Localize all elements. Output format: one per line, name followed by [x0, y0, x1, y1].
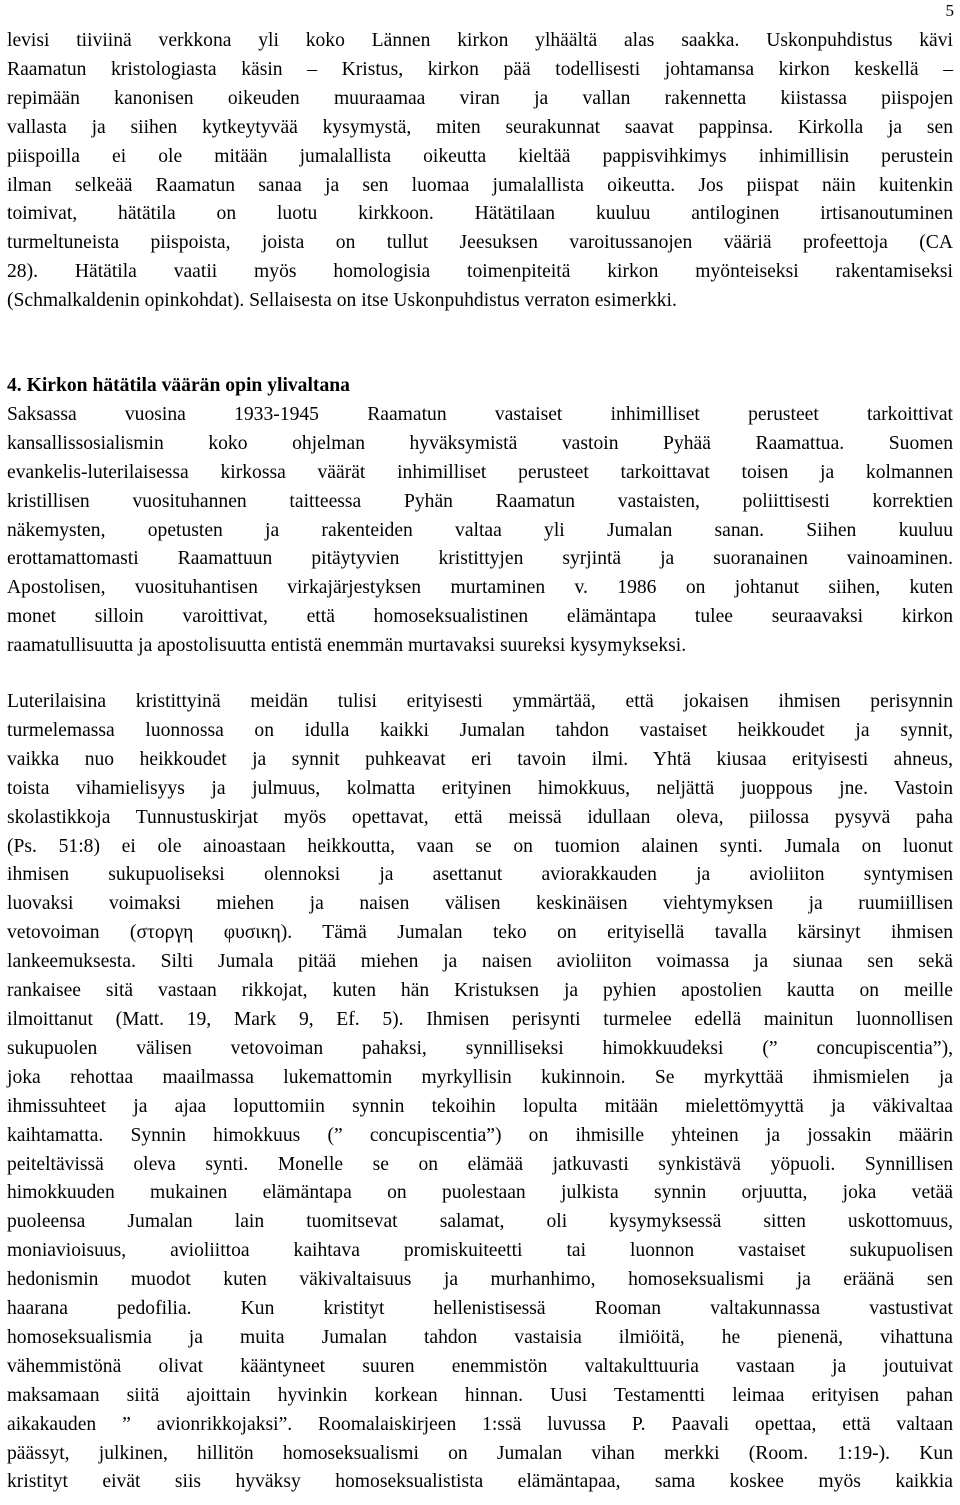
text-line: moniavioisuus, avioliittoa kaihtava promiskuiteetti tai luonnon vastaiset sukupuolisen	[7, 1240, 953, 1262]
text-line: turmelemassa luonnossa on idulla kaikki Jumalan tahdon vastaiset heikkoudet ja synnit,	[7, 719, 953, 741]
text-line: himokkuuden mukainen elämäntapa on puolestaan julkista synnin orjuutta, joka vetää	[7, 1182, 953, 1204]
text-line: levisi tiiviinä verkkona yli koko Lännen kirkon ylhäältä alas saakka. Uskonpuhdistus kävi	[7, 30, 953, 51]
text-line: haarana pedofilia. Kun kristityt hellenistisessä Rooman valtakunnassa vastustivat	[7, 1298, 953, 1320]
text-line: kristillisen vuosituhannen taitteessa Pyhän Raamatun vastaisten, poliittisesti korrektien	[7, 490, 953, 512]
text-line: vetovoiman (στοργη φυσικη). Tämä Jumalan teko on erityisellä tavalla kärsinyt ihmisen	[7, 922, 953, 944]
text-line: sukupuolen välisen vetovoiman pahaksi, synnilliseksi himokkuudeksi (” concupiscentia”),	[7, 1037, 953, 1059]
text-line: erottamattomasti Raamattuun pitäytyvien kristittyjen syrjintä ja suoranainen vainoaminen.	[7, 548, 953, 570]
text-line: kaihtamatta. Synnin himokkuus (” concupiscentia”) on ihmisille yhteinen ja jossakin määrin	[7, 1124, 953, 1146]
text-line: näkemysten, opetusten ja rakenteiden valtaa yli Jumalan sanan. Siihen kuuluu	[7, 519, 953, 541]
text-line: Saksassa vuosina 1933-1945 Raamatun vastaiset inhimilliset perusteet tarkoittivat	[7, 403, 953, 425]
text-line: toimivat, hätätila on luotu kirkkoon. Hätätilaan kuuluu antiloginen irtisanoutuminen	[7, 203, 953, 225]
text-line: skolastikkoja Tunnustuskirjat myös opettavat, että meissä idullaan oleva, piilossa pysyvä paha	[7, 806, 953, 828]
text-line: (Schmalkaldenin opinkohdat). Sellaisesta on itse Uskonpuhdistus verraton esimerkki.	[7, 290, 677, 312]
text-line: luovaksi voimaksi miehen ja naisen välisen keskinäisen viehtymyksen ja ruumiillisen	[7, 893, 953, 915]
text-line: monet silloin varoittivat, että homoseksualistinen elämäntapa tulee seuraavaksi kirkon	[7, 606, 953, 628]
text-line: Apostolisen, vuosituhantisen virkajärjestyksen murtaminen v. 1986 on johtanut siihen, kuten	[7, 577, 953, 599]
text-line: raamatullisuutta ja apostolisuutta entistä enemmän murtavaksi suureksi kysymykseksi.	[7, 635, 687, 657]
text-line: hedonismin muodot kuten väkivaltaisuus ja murhanhimo, homoseksualismi ja eräänä sen	[7, 1269, 953, 1291]
text-line: turmeltuneista piispoista, joista on tullut Jeesuksen varoitussanojen vääriä profeettoja (CA	[7, 232, 953, 254]
text-line: Luterilaisina kristittyinä meidän tulisi erityisesti ymmärtää, että jokaisen ihmisen perisynnin	[7, 691, 953, 712]
text-line: repimään kanonisen oikeuden muuraamaa viran ja vallan rakennetta kiistassa piispojen	[7, 87, 953, 109]
text-line: 28). Hätätila vaatii myös homologisia toimenpiteitä kirkon myönteiseksi rakentamiseksi	[7, 261, 953, 283]
text-line: (Ps. 51:8) ei ole ainoastaan heikkoutta, vaan se on tuomion alainen synti. Jumala on luonut	[7, 835, 953, 857]
text-line: evankelis-luterilaisessa kirkossa väärät inhimilliset perusteet tarkoittavat toisen ja kolmannen	[7, 461, 953, 483]
text-line: puoleensa Jumalan lain tuomitsevat salamat, oli kysymyksessä sitten uskottomuus,	[7, 1211, 953, 1233]
text-line: peiteltävissä oleva synti. Monelle se on elämää jatkuvasti synkistävä yöpuoli. Synnillisen	[7, 1153, 953, 1175]
text-line: lankeemuksesta. Silti Jumala pitää miehen ja naisen avioliiton voimassa ja siunaa sen sekä	[7, 951, 953, 973]
text-line: vaikka nuo heikkoudet ja synnit puhkeavat eri tavoin ilmi. Yhtä kiusaa erityisesti ahneus,	[7, 748, 953, 770]
text-line: piispoilla ei ole mitään jumalallista oikeutta kieltää pappisvihkimys inhimillisin perustein	[7, 145, 953, 167]
section-heading: 4. Kirkon hätätila väärän opin ylivaltana	[7, 375, 350, 396]
text-line: kristityt eivät siis hyväksy homoseksualistista elämäntapaa, sama koskee myös kaikkia	[7, 1471, 953, 1493]
text-line: Raamatun kristologiasta käsin – Kristus, kirkon pää todellisesti johtamansa kirkon keskellä –	[7, 58, 953, 80]
text-line: toista vihamielisyys ja julmuus, kolmatta erityinen himokkuus, neljättä juoppous jne. Vastoin	[7, 777, 953, 799]
text-line: joka rehottaa maailmassa lukemattomin myrkyllisin kukinnoin. Se myrkyttää ihmismielen ja	[7, 1066, 953, 1088]
paragraph-1	[7, 27, 953, 316]
text-line: vähemmistönä olivat kääntyneet suuren enemmistön valtakulttuuria vastaan ja joutuivat	[7, 1355, 953, 1377]
paragraph-3	[7, 688, 953, 1497]
text-line: homoseksualismia ja muita Jumalan tahdon vastaisia ilmiöitä, he pienenä, vihattuna	[7, 1326, 953, 1348]
page-number: 5	[945, 1, 954, 20]
text-line: ilman selkeää Raamatun sanaa ja sen luomaa jumalallista oikeutta. Jos piispat näin kuitenkin	[7, 174, 953, 196]
text-line: rankaisee sitä vastaan rikkojat, kuten hän Kristuksen ja pyhien apostolien kautta on meille	[7, 980, 953, 1002]
section-4	[7, 372, 953, 661]
text-line: ilmoittanut (Matt. 19, Mark 9, Ef. 5). Ihmisen perisynti turmelee edellä mainitun luonnollisen	[7, 1008, 953, 1030]
text-line: päässyt, julkinen, hillitön homoseksualismi on Jumalan vihan merkki (Room. 1:19-). Kun	[7, 1442, 953, 1464]
text-line: kansallissosialismin koko ohjelman hyväksymistä vastoin Pyhää Raamattua. Suomen	[7, 432, 953, 454]
text-line: ihmisen sukupuoliseksi olennoksi ja asettanut aviorakkauden ja avioliiton syntymisen	[7, 864, 953, 886]
text-line: vallasta ja siihen kytkeytyvää kysymystä, miten seurakunnat saavat pappinsa. Kirkolla ja sen	[7, 116, 953, 138]
text-line: ihmissuhteet ja ajaa loputtomiin synnin tekoihin lopulta mitään mielettömyyttä ja väkivaltaa	[7, 1095, 953, 1117]
text-line: maksamaan siitä ajoittain hyvinkin korkean hinnan. Uusi Testamentti leimaa erityisen pahan	[7, 1384, 953, 1406]
text-line: aikakauden ” avionrikkojaksi”. Roomalaiskirjeen 1:ssä luvussa P. Paavali opettaa, että valtaan	[7, 1413, 953, 1435]
